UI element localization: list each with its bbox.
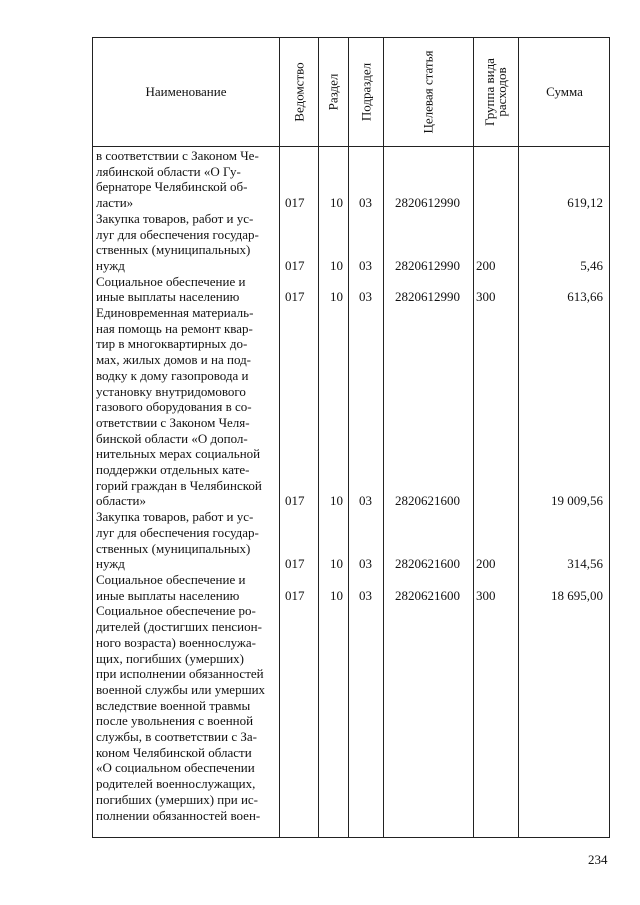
row-name — [93, 274, 279, 305]
row-name-line: Закупка товаров, работ и ус- — [96, 210, 254, 226]
row-name-line: военной службы или умерших — [96, 681, 266, 697]
table-row — [93, 509, 609, 572]
section-cell: 10 — [330, 289, 343, 305]
header-subsection: Подраздел — [358, 62, 373, 122]
header-target-article: Целевая статья — [420, 50, 436, 134]
row-name-line: бинской области «О допол- — [96, 430, 248, 446]
row-name-line: иные выплаты населению — [96, 587, 240, 603]
row-name-line: щих, погибших (умерших) — [96, 650, 244, 666]
row-name-line: дителей (достигших пенсион- — [96, 619, 262, 635]
table-row — [93, 274, 609, 305]
row-name-line: ответствии с Законом Челя- — [96, 414, 250, 430]
table-row — [93, 148, 609, 211]
row-name-line: коном Челябинской области — [96, 744, 252, 760]
expense-group-cell: 200 — [476, 257, 496, 273]
target-article-cell: 2820612990 — [395, 289, 460, 305]
row-name-line: Социальное обеспечение и — [96, 273, 246, 289]
row-name-line: ная помощь на ремонт квар- — [96, 320, 253, 336]
department-cell: 017 — [285, 493, 305, 509]
header-department: Ведомство — [291, 62, 306, 122]
row-name-line: родителей военнослужащих, — [96, 776, 256, 792]
subsection-cell: 03 — [359, 257, 372, 273]
table-row — [93, 572, 609, 603]
row-name-line: области» — [96, 493, 146, 509]
header-sum: Сумма — [546, 84, 583, 99]
department-cell: 017 — [285, 195, 305, 211]
subsection-cell: 03 — [359, 289, 372, 305]
table-body — [93, 148, 609, 823]
section-cell: 10 — [330, 587, 343, 603]
section-cell: 10 — [330, 257, 343, 273]
row-name-line: Закупка товаров, работ и ус- — [96, 509, 254, 525]
row-name-line: луг для обеспечения государ- — [96, 226, 259, 242]
row-name-line: газового оборудования в со- — [96, 399, 252, 415]
target-article-cell: 2820621600 — [395, 556, 460, 572]
table-row — [93, 211, 609, 274]
table-row — [93, 603, 609, 823]
row-name-line: Социальное обеспечение и — [96, 571, 246, 587]
department-cell: 017 — [285, 556, 305, 572]
header-section: Раздел — [325, 73, 341, 111]
sum-cell: 19 009,56 — [551, 493, 603, 509]
target-article-cell: 2820612990 — [395, 195, 460, 211]
row-name-line: «О социальном обеспечении — [96, 760, 255, 776]
sum-cell: 18 695,00 — [551, 587, 603, 603]
row-name-line: лябинской области «О Гу- — [96, 163, 241, 179]
row-name-line: ласти» — [96, 195, 134, 211]
header-expense-group: Группа вида расходов — [481, 58, 509, 126]
row-name-line: бернаторе Челябинской об- — [96, 179, 248, 195]
row-name-line: Социальное обеспечение ро- — [96, 603, 256, 619]
row-name-line: иные выплаты населению — [96, 289, 240, 305]
row-name-line: мах, жилых домов и на под- — [96, 352, 252, 368]
section-cell: 10 — [330, 195, 343, 211]
row-name-line: службы, в соответствии с За- — [96, 729, 257, 745]
target-article-cell: 2820612990 — [395, 257, 460, 273]
header-name: Наименование — [145, 84, 227, 99]
sum-cell: 619,12 — [567, 195, 603, 211]
row-name — [93, 148, 279, 211]
row-name-line: луг для обеспечения государ- — [96, 524, 259, 540]
subsection-cell: 03 — [359, 587, 372, 603]
expense-group-cell: 200 — [476, 556, 496, 572]
sum-cell: 613,66 — [567, 289, 603, 305]
subsection-cell: 03 — [359, 556, 372, 572]
row-name-line: ственных (муниципальных) — [96, 242, 251, 258]
department-cell: 017 — [285, 587, 305, 603]
sum-cell: 314,56 — [567, 556, 603, 572]
row-name-line: горий граждан в Челябинской — [96, 477, 262, 493]
row-name-line: нужд — [96, 257, 125, 273]
row-name-line: установку внутридомового — [96, 383, 246, 399]
page-number: 234 — [588, 852, 608, 867]
subsection-cell: 03 — [359, 195, 372, 211]
row-name-line: тир в многоквартирных до- — [96, 336, 248, 352]
row-name-line: вследствие военной травмы — [96, 697, 251, 713]
row-name — [93, 572, 279, 603]
row-name-line: полнении обязанностей воен- — [96, 807, 261, 823]
budget-table — [92, 37, 610, 838]
row-name-line: поддержки отдельных кате- — [96, 462, 250, 478]
target-article-cell: 2820621600 — [395, 493, 460, 509]
section-cell: 10 — [330, 556, 343, 572]
department-cell: 017 — [285, 289, 305, 305]
row-name — [93, 211, 279, 274]
department-cell: 017 — [285, 257, 305, 273]
row-name-line: ного возраста) военнослужа- — [96, 634, 257, 650]
row-name-line: ственных (муниципальных) — [96, 540, 251, 556]
row-name — [93, 509, 279, 572]
target-article-cell: 2820621600 — [395, 587, 460, 603]
subsection-cell: 03 — [359, 493, 372, 509]
row-name-line: после увольнения с военной — [96, 713, 254, 729]
expense-group-cell: 300 — [476, 587, 496, 603]
row-name-line: нужд — [96, 556, 125, 572]
row-name-line: Единовременная материаль- — [96, 305, 254, 321]
row-name-line: при исполнении обязанностей — [96, 666, 264, 682]
section-cell: 10 — [330, 493, 343, 509]
expense-group-cell: 300 — [476, 289, 496, 305]
row-name-line: нительных мерах социальной — [96, 446, 261, 462]
row-name-line: в соответствии с Законом Че- — [96, 148, 259, 163]
table-row — [93, 305, 609, 509]
row-name-line: водку к дому газопровода и — [96, 367, 249, 383]
row-name-line: погибших (умерших) при ис- — [96, 791, 258, 807]
sum-cell: 5,46 — [580, 257, 603, 273]
row-name — [93, 305, 279, 509]
row-name — [93, 603, 279, 823]
